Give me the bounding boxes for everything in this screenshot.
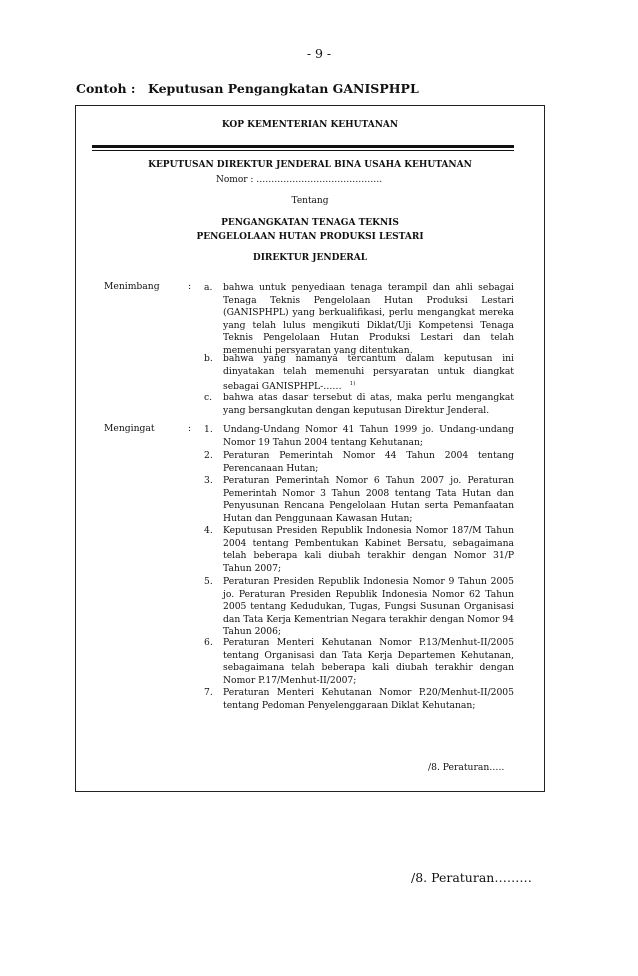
mengingat-item-3: Peraturan Pemerintah Nomor 6 Tahun 2007 jo. Peraturan Pemerintah Nomor 3 Tahun 2008 tentang Tata Hutan dan Penyusunan Rencana Pengelolaan Hutan serta Pemanfaatan Hutan dan Penggunaan Kawasan Hutan; (223, 475, 514, 524)
mengingat-item-4: Keputusan Presiden Republik Indonesia Nomor 187/M Tahun 2004 tentang Pembentukan Kabinet Bersatu, sebagaimana telah beberapa kali diubah terakhir dengan Nomor 31/P Tahun 2007; (223, 525, 514, 574)
mengingat-marker-4: 4. (204, 525, 213, 536)
mengingat-label: Mengingat (104, 423, 155, 434)
letterhead-rule-thin (92, 150, 514, 151)
subject-line-2: PENGELOLAAN HUTAN PRODUKSI LESTARI (196, 232, 424, 242)
mengingat-marker-2: 2. (204, 450, 213, 461)
example-label: Contoh : (76, 81, 136, 96)
footnote-marker: 1) (349, 381, 356, 388)
mengingat-item-1: Undang-Undang Nomor 41 Tahun 1999 jo. Undang-undang Nomor 19 Tahun 2004 tentang Kehutanan; (223, 424, 514, 448)
letterhead: KOP KEMENTERIAN KEHUTANAN (221, 120, 399, 130)
mengingat-item-5: Peraturan Presiden Republik Indonesia Nomor 9 Tahun 2005 jo. Peraturan Presiden Republik Indonesia Nomor 62 Tahun 2005 tentang Kedudukan, Tugas, Fungsi Susunan Organisasi dan Tata Kerja Kementrian Negara terakhir dengan Nomor 94 Tahun 2006; (223, 576, 514, 638)
mengingat-marker-7: 7. (204, 687, 213, 698)
mengingat-marker-1: 1. (204, 424, 213, 435)
mengingat-marker-5: 5. (204, 576, 213, 587)
letter-continuation: /8. Peraturan….. (428, 762, 505, 773)
menimbang-item-b-text: bahwa yang namanya tercantum dalam keputusan ini dinyatakan telah memenuhi persyaratan untuk diangkat sebagai GANISPHPL-…… (223, 353, 514, 393)
menimbang-item-c: bahwa atas dasar tersebut di atas, maka perlu mengangkat yang bersangkutan dengan keputusan Direktur Jenderal. (223, 392, 514, 416)
about-label: Tentang (291, 196, 329, 206)
page-continuation: /8. Peraturan……… (411, 870, 532, 885)
menimbang-item-b (223, 353, 514, 394)
mengingat-item-7: Peraturan Menteri Kehutanan Nomor P.20/Menhut-II/2005 tentang Pedoman Penyelenggaraan Diklat Kehutanan; (223, 687, 514, 711)
page-number: - 9 - (306, 46, 332, 61)
menimbang-label: Menimbang (104, 281, 160, 292)
mengingat-colon: : (188, 423, 192, 434)
mengingat-marker-6: 6. (204, 637, 213, 648)
decree-title: KEPUTUSAN DIREKTUR JENDERAL BINA USAHA KEHUTANAN (148, 160, 472, 170)
decree-number: Nomor : …………………………………… (216, 175, 383, 185)
signer-title: DIREKTUR JENDERAL (252, 253, 368, 263)
example-title: Keputusan Pengangkatan GANISPHPL (148, 81, 419, 96)
mengingat-item-2: Peraturan Pemerintah Nomor 44 Tahun 2004 tentang Perencanaan Hutan; (223, 450, 514, 474)
menimbang-item-a: bahwa untuk penyediaan tenaga terampil dan ahli sebagai Tenaga Teknis Pengelolaan Hutan Produksi Lestari (GANISPHPL) yang berkualifikasi, perlu mengangkat mereka yang telah lulus mengikuti Diklat/Uji Kompetensi Tenaga Teknis Pengelolaan Hutan Produksi Lestari dan telah memenuhi persyaratan yang ditentukan. (223, 282, 514, 356)
mengingat-marker-3: 3. (204, 475, 213, 486)
menimbang-marker-c: c. (204, 392, 213, 403)
menimbang-marker-b: b. (204, 353, 213, 364)
mengingat-item-6: Peraturan Menteri Kehutanan Nomor P.13/Menhut-II/2005 tentang Organisasi dan Tata Kerja Departemen Kehutanan, sebagaimana telah beberapa kali diubah terakhir dengan Nomor P.17/Menhut-II/2007; (223, 637, 514, 686)
subject-line-1: PENGANGKATAN TENAGA TEKNIS (221, 218, 399, 228)
menimbang-colon: : (188, 281, 192, 292)
letterhead-rule-thick (92, 145, 514, 148)
menimbang-marker-a: a. (204, 282, 213, 293)
